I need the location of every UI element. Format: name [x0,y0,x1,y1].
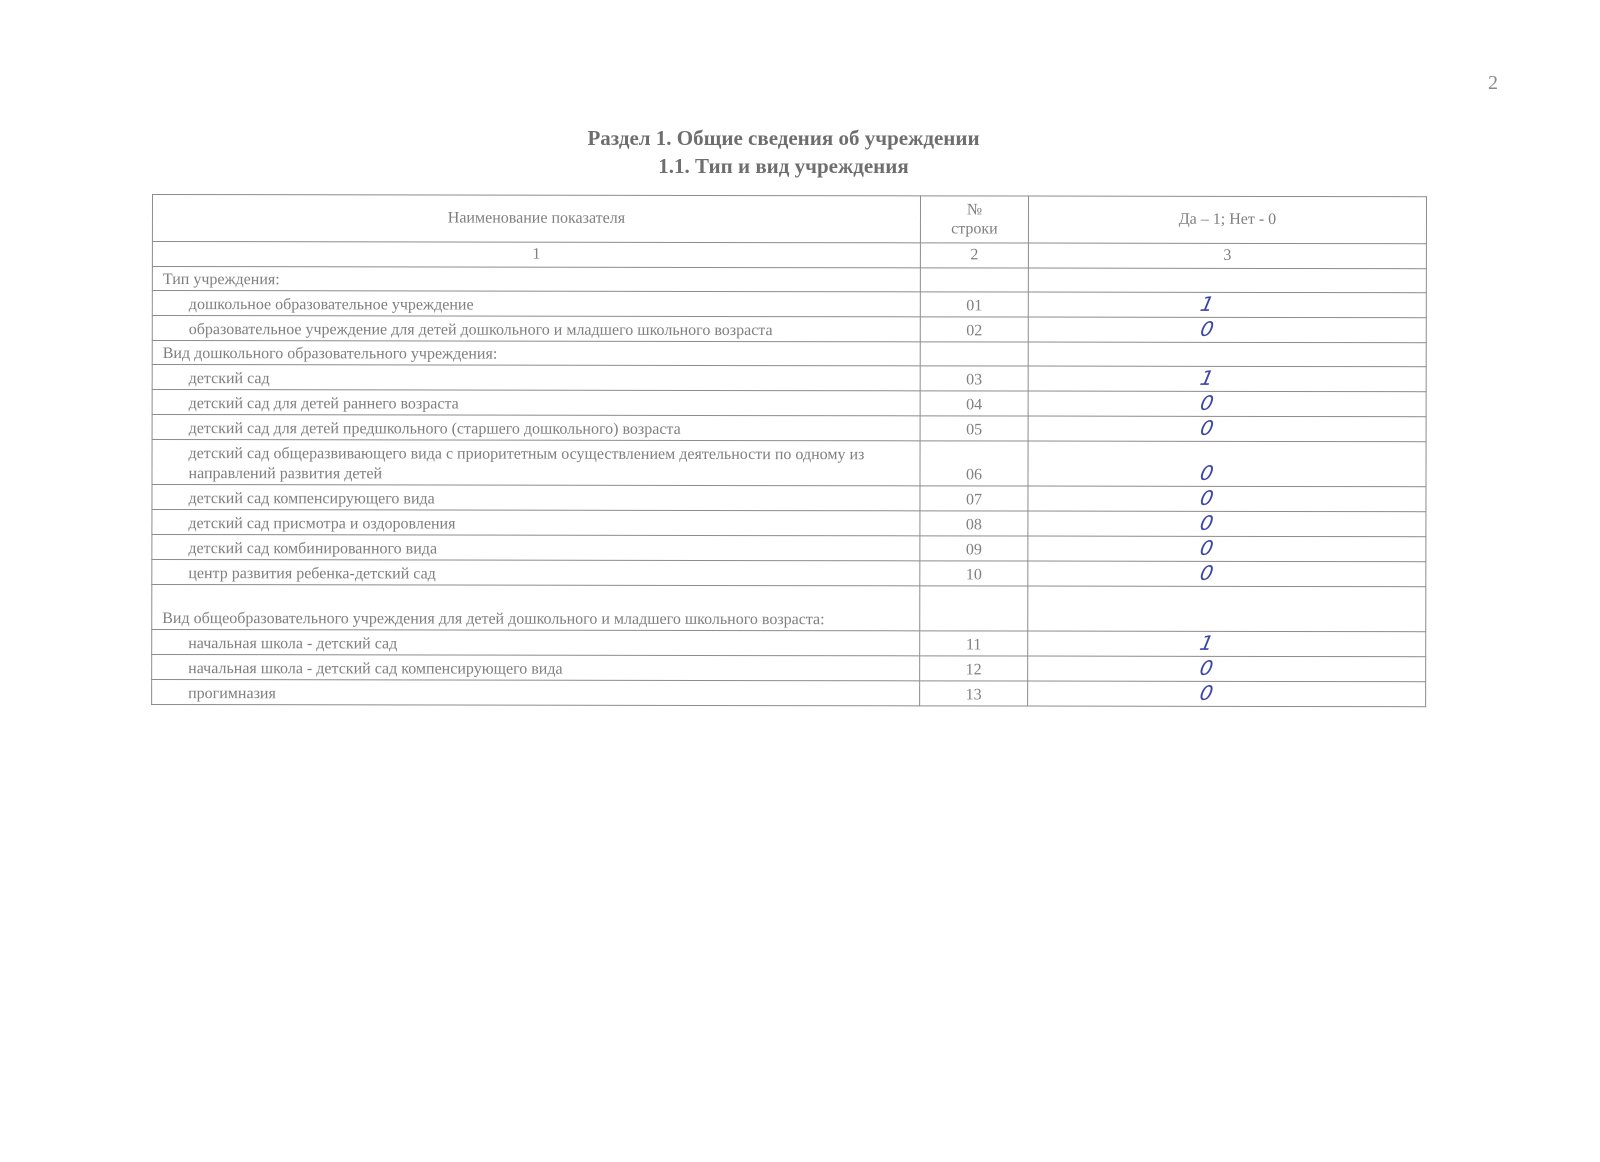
handwritten-answer: 1 [1198,365,1217,390]
handwritten-answer: 0 [1197,560,1216,585]
row-label: Вид дошкольного образовательного учреждения: [152,341,920,366]
column-number-3: 3 [1028,243,1426,269]
header-row-number-line-2: строки [951,220,998,238]
row-number: 08 [920,511,1028,536]
table-row [152,390,1426,417]
column-number-1: 1 [152,242,920,268]
row-label: центр развития ребенка-детский сад [152,560,920,586]
row-number [920,342,1028,366]
table-row [152,440,1426,487]
row-number: 05 [920,416,1028,441]
handwritten-answer: 0 [1198,316,1217,341]
row-value [1028,586,1426,632]
handwritten-answer: 0 [1198,485,1216,510]
row-number: 04 [920,391,1028,416]
table-row [152,316,1426,343]
table-row [152,630,1426,657]
row-value [1028,511,1426,537]
institution-type-table-wrap [151,194,1427,707]
table-row [152,655,1426,682]
row-value [1028,656,1426,682]
row-label: детский сад компенсирующего вида [152,485,920,511]
table-row [152,341,1426,367]
row-number: 02 [920,317,1028,342]
row-value [1028,681,1426,707]
handwritten-answer: 1 [1197,630,1216,655]
row-value [1028,631,1426,657]
row-value [1028,268,1426,293]
row-number: 03 [920,366,1028,391]
handwritten-answer: 0 [1197,680,1216,705]
row-label: детский сад для детей предшкольного (старшего дошкольного) возраста [152,415,920,441]
row-number: 11 [920,631,1028,656]
row-value [1028,561,1426,587]
row-value [1028,416,1426,442]
handwritten-answer: 0 [1198,390,1217,415]
handwritten-answer: 0 [1198,460,1216,485]
handwritten-answer: 0 [1198,415,1217,440]
row-number: 06 [920,441,1028,486]
row-label: детский сад общеразвивающего вида с приоритетным осуществлением деятельности по одному из направлений развития детей [152,440,920,486]
row-label: дошкольное образовательное учреждение [152,291,920,317]
row-label: прогимназия [152,680,920,706]
row-value [1028,486,1426,512]
row-number [920,268,1028,292]
page-number: 2 [1488,72,1498,94]
row-value [1028,391,1426,417]
row-number: 13 [920,681,1028,706]
table-header-row [152,195,1426,244]
row-value [1028,536,1426,562]
table-row [152,535,1426,562]
header-row-number-line-1: № [966,201,983,219]
table-row [152,365,1426,392]
row-label: детский сад для детей раннего возраста [152,390,920,416]
row-number: 07 [920,486,1028,511]
row-value [1028,366,1426,392]
handwritten-answer: 0 [1197,510,1216,535]
row-label: начальная школа - детский сад компенсирующего вида [152,655,920,681]
table-row [152,585,1426,632]
row-number: 12 [920,656,1028,681]
table-row [152,485,1426,512]
column-number-2: 2 [920,243,1028,268]
row-label: детский сад комбинированного вида [152,535,920,561]
handwritten-answer: 0 [1197,655,1216,680]
table-row [152,415,1426,442]
row-number: 09 [920,536,1028,561]
table-row [152,510,1426,537]
header-row-number [920,196,1028,243]
handwritten-answer: 1 [1198,291,1217,316]
header-answer: Да – 1; Нет - 0 [1028,196,1426,244]
row-label: начальная школа - детский сад [152,630,920,656]
section-title-line-1: Раздел 1. Общие сведения об учреждении [587,126,980,150]
row-label: детский сад [152,365,920,391]
table-row [152,291,1426,318]
row-label: детский сад присмотра и оздоровления [152,510,920,536]
row-label: Тип учреждения: [152,267,920,292]
table-row [152,560,1426,587]
section-title [0,124,1600,180]
section-title-line-2: 1.1. Тип и вид учреждения [658,154,909,178]
institution-type-table [151,194,1427,707]
column-number-row [152,242,1426,269]
table-row [152,267,1426,293]
row-number: 10 [920,561,1028,586]
row-number: 01 [920,292,1028,317]
row-number [920,586,1028,631]
header-indicator-name: Наименование показателя [152,195,920,243]
row-value [1028,441,1426,487]
handwritten-answer: 0 [1197,535,1216,560]
table-row [152,680,1426,707]
row-value [1028,317,1426,343]
row-label: образовательное учреждение для детей дошкольного и младшего школьного возраста [152,316,920,342]
row-label: Вид общеобразовательного учреждения для детей дошкольного и младшего школьного возраста: [152,585,920,631]
row-value [1028,342,1426,367]
row-value [1028,292,1426,318]
